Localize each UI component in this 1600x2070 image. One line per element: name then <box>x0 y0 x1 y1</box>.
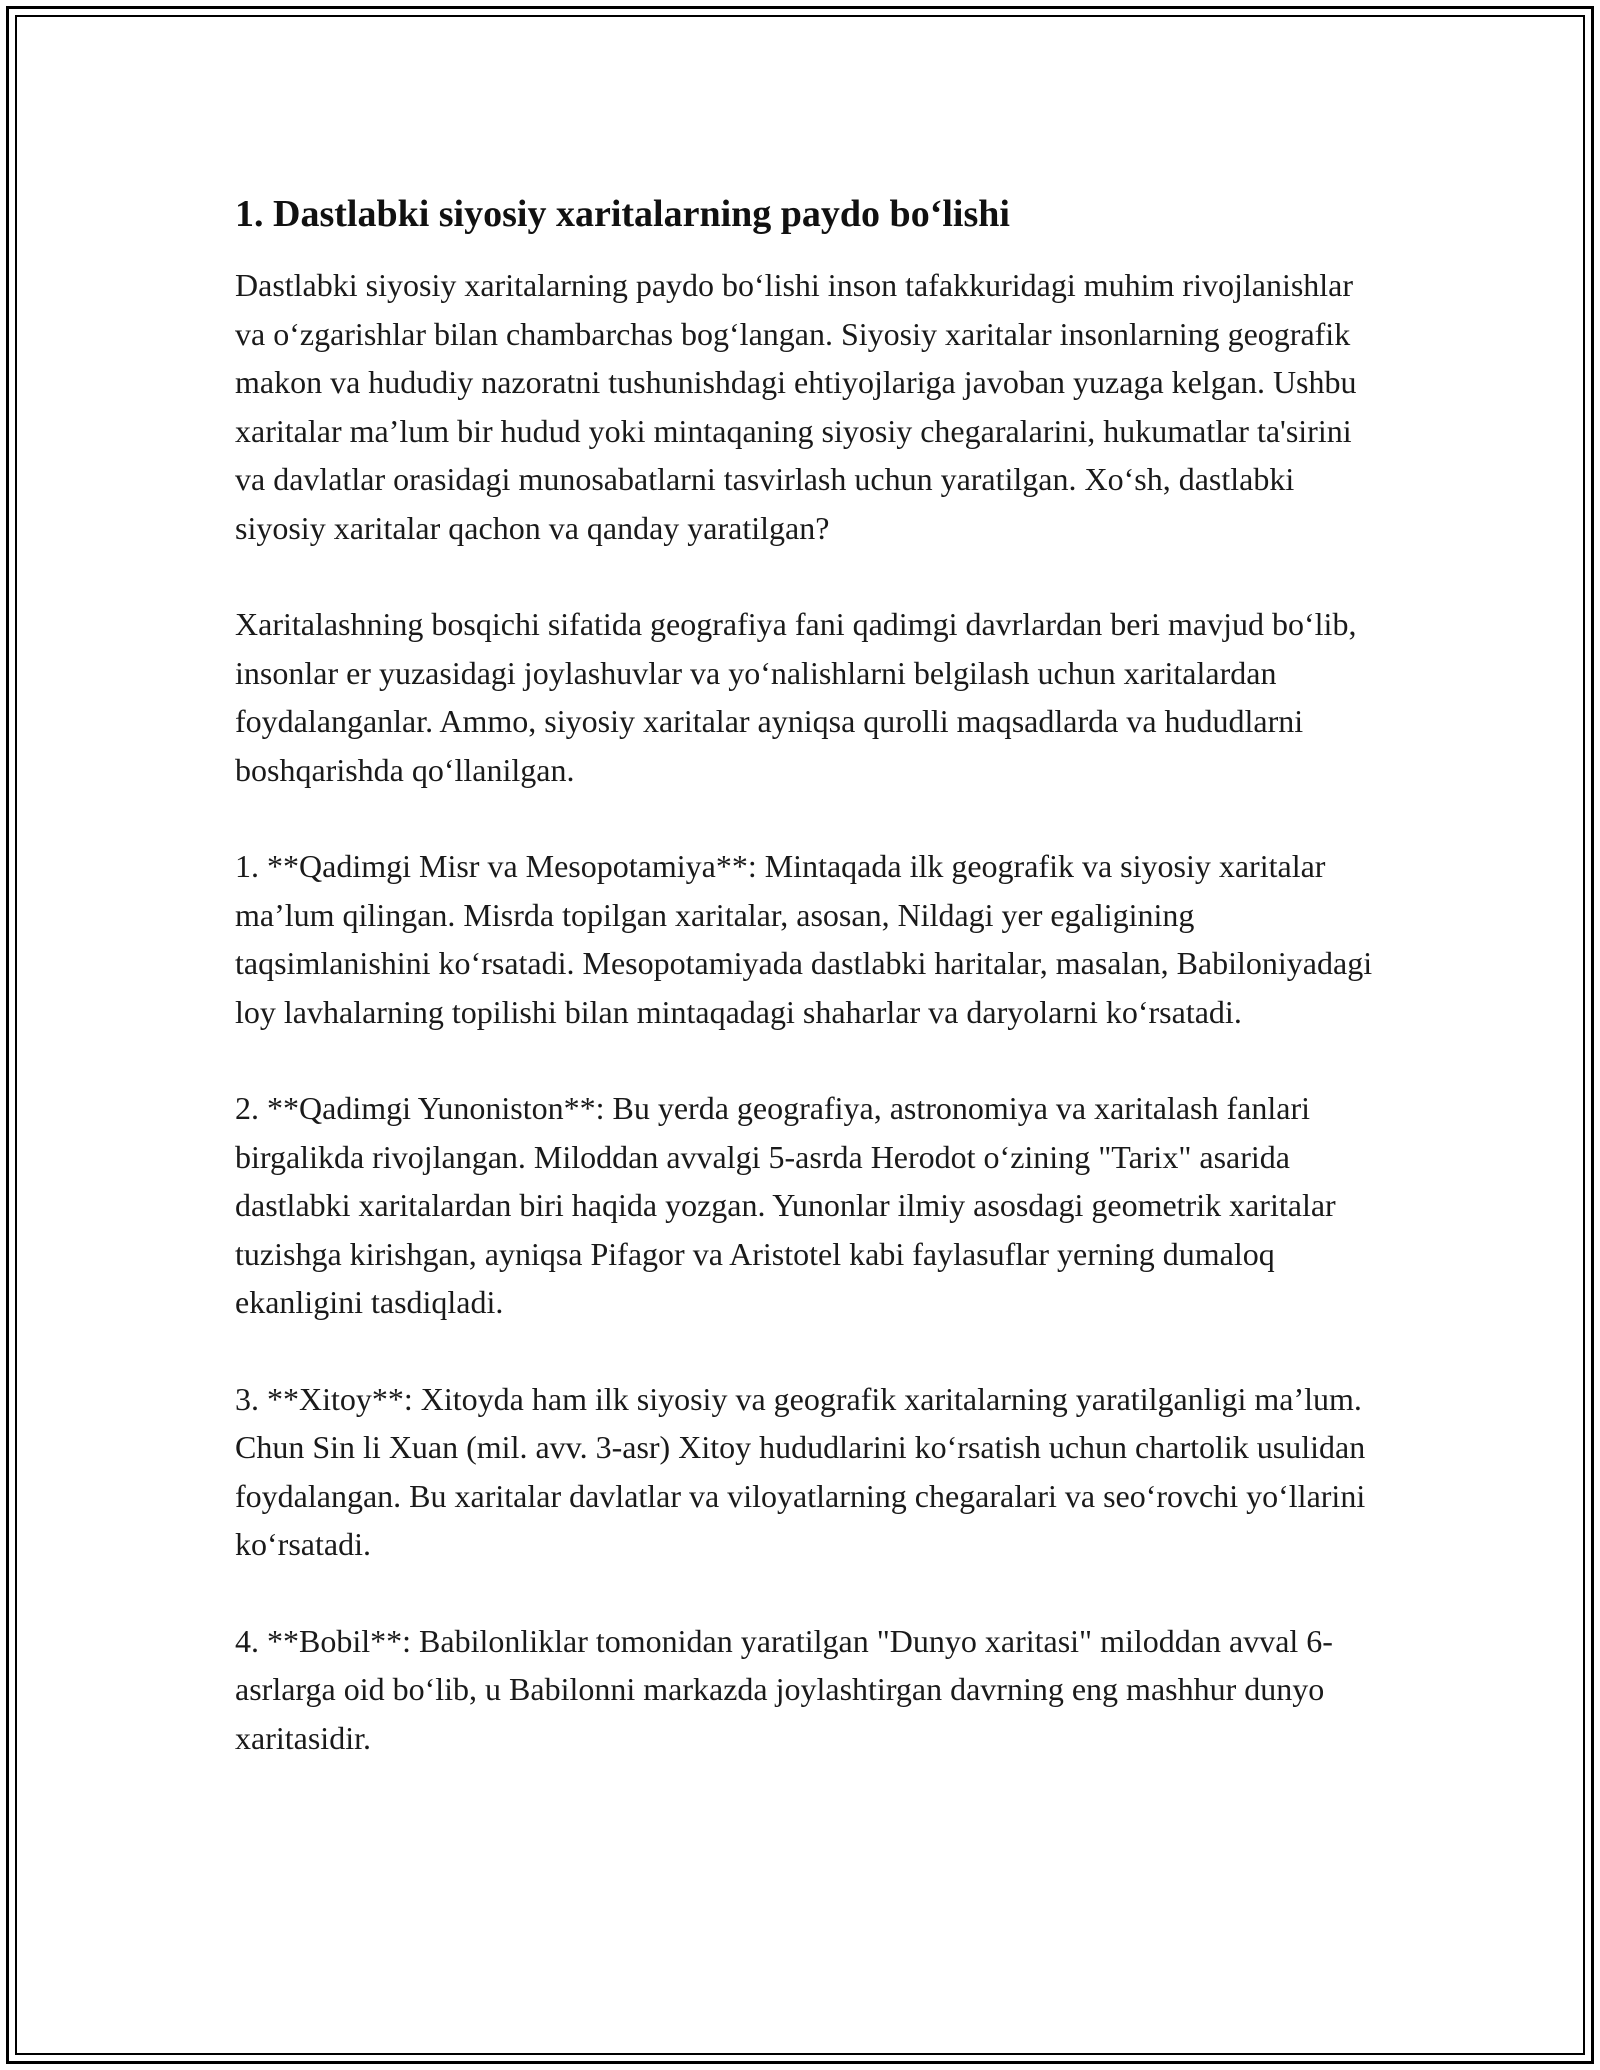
document-body <box>235 185 1375 1810</box>
list-item-china: 3. **Xitoy**: Xitoyda ham ilk siyosiy va geografik xaritalarning yaratilganligi ma’lum. Chun Sin li Xuan (mil. avv. 3-asr) Xitoy hududlarini ko‘rsatish uchun chartolik usulidan foydalangan. Bu xaritalar davlatlar va viloyatlarning chegaralari va seo‘rovchi yo‘llarini ko‘rsatadi. <box>235 1380 1366 1562</box>
list-item-greece: 2. **Qadimgi Yunoniston**: Bu yerda geografiya, astronomiya va xaritalash fanlari birgalikda rivojlangan. Miloddan avvalgi 5-asrda Herodot o‘zining "Tarix" asarida dastlabki xaritalardan biri haqida yozgan. Yunonlar ilmiy asosdagi geometrik xaritalar tuzishga kirishgan, ayniqsa Pifagor va Aristotel kabi faylasuflar yerning dumaloq ekanligini tasdiqladi. <box>235 1090 1336 1320</box>
list-item-babylon: 4. **Bobil**: Babilonliklar tomonidan yaratilgan "Dunyo xaritasi" miloddan avval 6-asrlarga oid bo‘lib, u Babilonni markazda joylashtirgan davrning eng mashhur dunyo xaritasidir. <box>235 1622 1333 1756</box>
document-title: 1. Dastlabki siyosiy xaritalarning paydo bo‘lishi <box>235 193 1010 235</box>
paragraph-intro: Dastlabki siyosiy xaritalarning paydo bo‘lishi inson tafakkuridagi muhim rivojlanishlar va o‘zgarishlar bilan chambarchas bog‘langan. Siyosiy xaritalar insonlarning geografik makon va hududiy nazoratni tushunishdagi ehtiyojlariga javoban yuzaga kelgan. Ushbu xaritalar ma’lum bir hudud yoki mintaqaning siyosiy chegaralarini, hukumatlar ta'sirini va davlatlar orasidagi munosabatlarni tasvirlash uchun yaratilgan. Xo‘sh, dastlabki siyosiy xaritalar qachon va qanday yaratilgan? <box>235 267 1357 546</box>
paragraph-background: Xaritalashning bosqichi sifatida geografiya fani qadimgi davrlardan beri mavjud bo‘lib, insonlar er yuzasidagi joylashuvlar va yo‘nalishlarni belgilash uchun xaritalardan foydalanganlar. Ammo, siyosiy xaritalar ayniqsa qurolli maqsadlarda va hududlarni boshqarishda qo‘llanilgan. <box>235 606 1357 788</box>
list-item-egypt-mesopotamia: 1. **Qadimgi Misr va Mesopotamiya**: Mintaqada ilk geografik va siyosiy xaritalar ma’lum qilingan. Misrda topilgan xaritalar, asosan, Nildagi yer egaligining taqsimlanishini ko‘rsatadi. Mesopotamiyada dastlabki haritalar, masalan, Babiloniyadagi loy lavhalarning topilishi bilan mintaqadagi shaharlar va daryolarni ko‘rsatadi. <box>235 848 1373 1030</box>
